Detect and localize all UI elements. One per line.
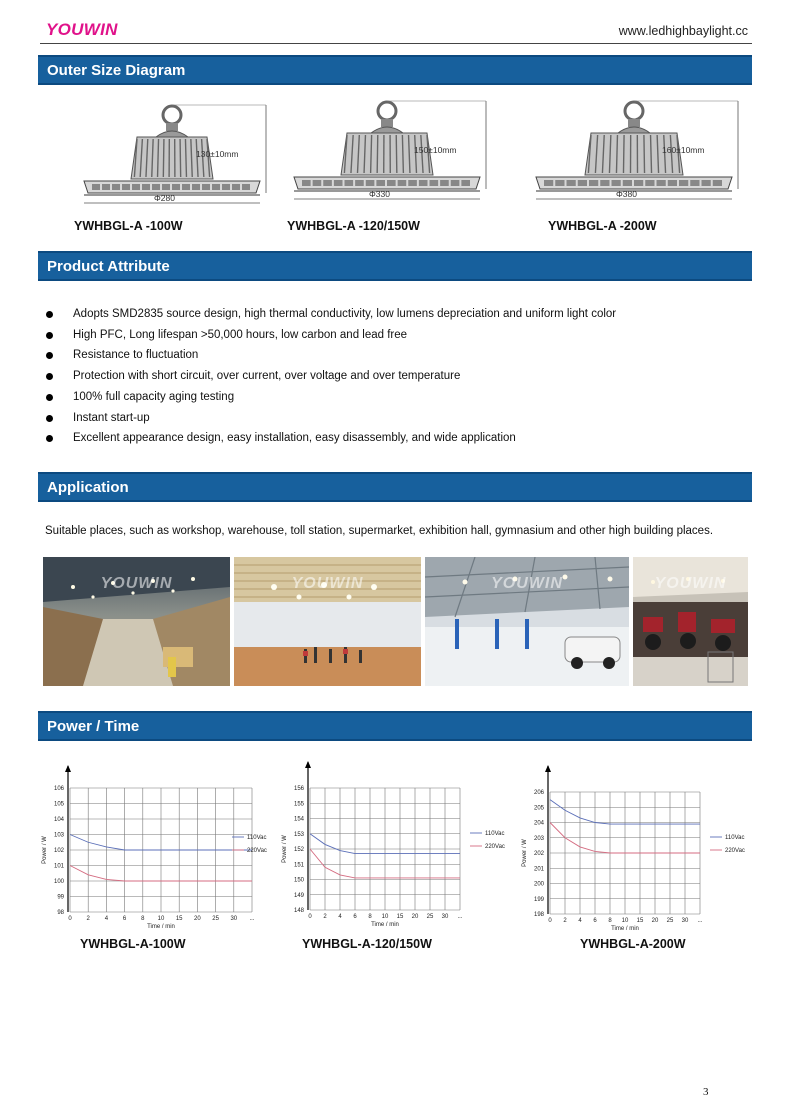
x-tick-label: 4 xyxy=(338,914,342,920)
led-module xyxy=(355,180,364,186)
height-dimension-text: 130±10mm xyxy=(196,149,239,159)
section-application xyxy=(38,472,752,502)
led-module xyxy=(578,180,587,186)
legend-label: 220Vac xyxy=(485,844,505,850)
list-item: High PFC, Long lifespan >50,000 hours, low carbon and lead free xyxy=(45,325,616,346)
brand-logo: YOUWIN xyxy=(46,20,118,39)
led-module xyxy=(152,184,160,190)
fin-line xyxy=(377,135,378,173)
photo-warehouse xyxy=(43,557,230,686)
ring-collar xyxy=(381,119,393,127)
list-item: Instant start-up xyxy=(45,408,616,429)
led-module xyxy=(182,184,190,190)
led-module xyxy=(451,180,460,186)
y-tick-label: 156 xyxy=(293,786,304,792)
led-module xyxy=(376,180,385,186)
x-axis-label: Time / min xyxy=(147,924,175,930)
led-module xyxy=(702,180,711,186)
photo-car-workshop xyxy=(425,557,629,686)
y-tick-label: 105 xyxy=(53,801,64,808)
y-tick-label: 202 xyxy=(533,851,544,857)
website-url: www.ledhighbaylight.cc xyxy=(618,24,748,38)
ring-collar xyxy=(628,119,640,127)
hanging-ring xyxy=(378,102,396,120)
led-module xyxy=(162,184,170,190)
led-module xyxy=(430,180,439,186)
diameter-dimension-text: Φ380 xyxy=(616,189,637,199)
fin-line xyxy=(402,135,403,173)
section-title: Outer Size Diagram xyxy=(47,62,186,79)
led-module xyxy=(212,184,220,190)
legend-label: 220Vac xyxy=(247,848,267,854)
led-module xyxy=(589,180,598,186)
x-tick-label: 4 xyxy=(578,918,582,924)
x-tick-label: 10 xyxy=(157,916,165,922)
led-module xyxy=(222,184,230,190)
led-module xyxy=(408,180,417,186)
fin-line xyxy=(371,135,372,173)
y-axis-label: Power / W xyxy=(282,835,288,863)
hanging-ring xyxy=(625,102,643,120)
x-tick-label: 20 xyxy=(651,918,659,924)
chart-label-120-150w: YWHBGL-A-120/150W xyxy=(302,937,432,951)
x-tick-label: 10 xyxy=(381,914,389,920)
y-tick-label: 199 xyxy=(533,896,544,903)
watermark: YOUWIN xyxy=(291,575,364,592)
y-tick-label: 106 xyxy=(53,786,64,792)
bullet-icon xyxy=(46,352,53,359)
hanging-ring xyxy=(163,106,181,124)
lamp-drawing xyxy=(290,95,490,213)
power-time-chart-100w xyxy=(38,762,268,940)
bullet-icon xyxy=(46,311,53,318)
led-module xyxy=(634,180,643,186)
y-tick-label: 154 xyxy=(293,816,304,823)
watermark: YOUWIN xyxy=(654,575,727,592)
x-tick-label: 25 xyxy=(666,918,674,924)
led-module xyxy=(112,184,120,190)
y-tick-label: 99 xyxy=(57,894,64,901)
section-product-attribute xyxy=(38,251,752,281)
x-tick-label: 2 xyxy=(323,914,327,920)
led-module xyxy=(600,180,609,186)
lamp-diagram-100w xyxy=(80,95,270,213)
section-outer-size-diagram xyxy=(38,55,752,85)
led-module xyxy=(192,184,200,190)
watermark: YOUWIN xyxy=(491,575,563,592)
x-tick-label: 8 xyxy=(608,918,612,924)
y-tick-label: 203 xyxy=(533,835,544,842)
driver-dome xyxy=(618,127,650,133)
y-tick-label: 155 xyxy=(293,801,304,808)
legend-label: 220Vac xyxy=(725,848,745,854)
y-tick-label: 100 xyxy=(53,879,64,885)
fin-line xyxy=(644,135,645,173)
x-tick-label: 6 xyxy=(353,914,357,920)
legend-label: 110Vac xyxy=(485,831,505,837)
led-module xyxy=(623,180,632,186)
section-power-time xyxy=(38,711,752,741)
led-module xyxy=(387,180,396,186)
y-tick-label: 148 xyxy=(293,908,304,914)
x-tick-label: 15 xyxy=(636,918,644,924)
power-time-chart-120-150w xyxy=(278,758,518,936)
list-item: Excellent appearance design, easy installation, easy disassembly, and wide application xyxy=(45,428,616,449)
chart-label-200w: YWHBGL-A-200W xyxy=(580,937,686,951)
list-item: Adopts SMD2835 source design, high thermal conductivity, low lumens depreciation and uniform light color xyxy=(45,304,616,325)
y-tick-label: 101 xyxy=(53,863,64,870)
lamp-drawing xyxy=(80,95,270,213)
led-module xyxy=(172,184,180,190)
x-tick-label: 4 xyxy=(104,916,109,922)
lamp-drawing xyxy=(532,95,742,213)
led-module xyxy=(555,180,564,186)
led-module xyxy=(202,184,210,190)
x-tick-label: 30 xyxy=(230,916,238,922)
height-dimension-text: 160±10mm xyxy=(662,145,705,155)
fin-line xyxy=(396,135,397,173)
led-module xyxy=(657,180,666,186)
y-axis-label: Power / W xyxy=(522,839,528,867)
attribute-list xyxy=(45,304,616,449)
page-number: 3 xyxy=(703,1086,709,1098)
x-tick-label: 0 xyxy=(548,918,552,924)
x-tick-label: 20 xyxy=(194,916,201,922)
led-module xyxy=(440,180,449,186)
y-tick-label: 206 xyxy=(533,790,544,796)
bullet-icon xyxy=(46,394,53,401)
led-module xyxy=(461,180,470,186)
ring-collar xyxy=(166,123,178,131)
y-axis-arrow-icon xyxy=(305,761,311,768)
chart-svg xyxy=(38,762,268,940)
y-tick-label: 151 xyxy=(293,862,304,869)
y-tick-label: 153 xyxy=(293,831,304,838)
x-tick-label: 8 xyxy=(141,916,145,922)
photo-gymnasium xyxy=(234,557,421,686)
y-axis-label: Power / W xyxy=(42,836,48,864)
led-module xyxy=(142,184,150,190)
led-module xyxy=(612,180,621,186)
y-axis-arrow-icon xyxy=(545,765,551,772)
model-label-200w: YWHBGL-A -200W xyxy=(548,219,657,233)
x-tick-label: 0 xyxy=(308,914,312,920)
y-tick-label: 149 xyxy=(293,892,304,899)
led-module xyxy=(690,180,699,186)
x-tick-label: 8 xyxy=(368,914,372,920)
y-tick-label: 102 xyxy=(53,848,64,854)
x-tick-label: 0 xyxy=(68,916,72,922)
led-module xyxy=(242,184,250,190)
led-module xyxy=(544,180,553,186)
led-module xyxy=(567,180,576,186)
x-tick-label: 2 xyxy=(86,916,90,922)
fin-line xyxy=(185,139,186,177)
y-tick-label: 200 xyxy=(533,881,544,888)
section-title: Power / Time xyxy=(47,718,140,735)
x-tick-label: 15 xyxy=(396,914,404,920)
fin-line xyxy=(180,139,181,177)
led-module xyxy=(92,184,100,190)
x-tick-label: 6 xyxy=(593,918,597,924)
section-title: Product Attribute xyxy=(47,258,170,275)
x-tick-label: 10 xyxy=(621,918,629,924)
chart-svg xyxy=(278,758,518,936)
y-tick-label: 205 xyxy=(533,805,544,812)
legend-label: 110Vac xyxy=(247,835,267,841)
chart-svg xyxy=(518,762,758,940)
model-label-120-150w: YWHBGL-A -120/150W xyxy=(287,219,420,233)
x-tick-label: 15 xyxy=(175,916,183,922)
y-tick-label: 103 xyxy=(53,832,64,839)
list-item: Resistance to fluctuation xyxy=(45,345,616,366)
led-module xyxy=(679,180,688,186)
led-module xyxy=(102,184,110,190)
led-module xyxy=(713,180,722,186)
x-tick-label: ... xyxy=(697,918,703,924)
fin-line xyxy=(158,139,159,177)
fin-line xyxy=(616,135,617,173)
model-label-100w: YWHBGL-A -100W xyxy=(74,219,183,233)
x-tick-label: ... xyxy=(249,916,255,922)
led-module xyxy=(398,180,407,186)
y-tick-label: 98 xyxy=(57,910,64,916)
photo-exhibition-hall xyxy=(633,557,748,686)
bullet-icon xyxy=(46,435,53,442)
led-module xyxy=(345,180,354,186)
y-tick-label: 104 xyxy=(53,817,64,823)
x-tick-label: ... xyxy=(457,914,463,920)
fin-line xyxy=(163,139,164,177)
watermark: YOUWIN xyxy=(100,575,173,592)
fin-line xyxy=(623,135,624,173)
x-tick-label: 25 xyxy=(426,914,434,920)
led-module xyxy=(645,180,654,186)
y-tick-label: 152 xyxy=(293,847,304,853)
application-description: Suitable places, such as workshop, warehouse, toll station, supermarket, exhibition hall, gymnasium and other high building places. xyxy=(45,525,714,537)
y-tick-label: 204 xyxy=(533,820,544,827)
x-tick-label: 6 xyxy=(122,916,127,922)
led-module xyxy=(323,180,332,186)
driver-dome xyxy=(156,131,188,137)
diameter-dimension-text: Φ280 xyxy=(154,193,175,203)
led-module xyxy=(668,180,677,186)
list-item: Protection with short circuit, over current, over voltage and over temperature xyxy=(45,366,616,387)
led-module xyxy=(334,180,343,186)
list-item: 100% full capacity aging testing xyxy=(45,387,616,408)
x-axis-label: Time / min xyxy=(371,922,399,928)
led-module xyxy=(122,184,130,190)
x-tick-label: 20 xyxy=(411,914,419,920)
led-module xyxy=(232,184,240,190)
legend-label: 110Vac xyxy=(725,835,745,841)
fin-line xyxy=(651,135,652,173)
y-axis-arrow-icon xyxy=(65,765,71,772)
led-module xyxy=(132,184,140,190)
x-tick-label: 25 xyxy=(212,916,219,922)
y-tick-label: 150 xyxy=(293,877,304,884)
chart-label-100w: YWHBGL-A-100W xyxy=(80,937,186,951)
x-axis-label: Time / min xyxy=(611,926,639,932)
led-module xyxy=(419,180,428,186)
led-module xyxy=(366,180,375,186)
y-tick-label: 201 xyxy=(533,866,544,873)
led-module xyxy=(313,180,322,186)
x-tick-label: 30 xyxy=(681,918,689,924)
section-title: Application xyxy=(47,479,129,496)
x-tick-label: 30 xyxy=(441,914,449,920)
power-time-chart-200w xyxy=(518,762,758,940)
bullet-icon xyxy=(46,415,53,422)
lamp-diagram-120-150w xyxy=(290,95,490,213)
led-module xyxy=(302,180,311,186)
height-dimension-text: 150±10mm xyxy=(414,145,457,155)
driver-dome xyxy=(371,127,403,133)
diameter-dimension-text: Φ330 xyxy=(369,189,390,199)
page-header xyxy=(40,18,752,44)
y-tick-label: 198 xyxy=(533,912,544,918)
bullet-icon xyxy=(46,373,53,380)
bullet-icon xyxy=(46,332,53,339)
lamp-diagram-200w xyxy=(532,95,742,213)
x-tick-label: 2 xyxy=(563,918,567,924)
